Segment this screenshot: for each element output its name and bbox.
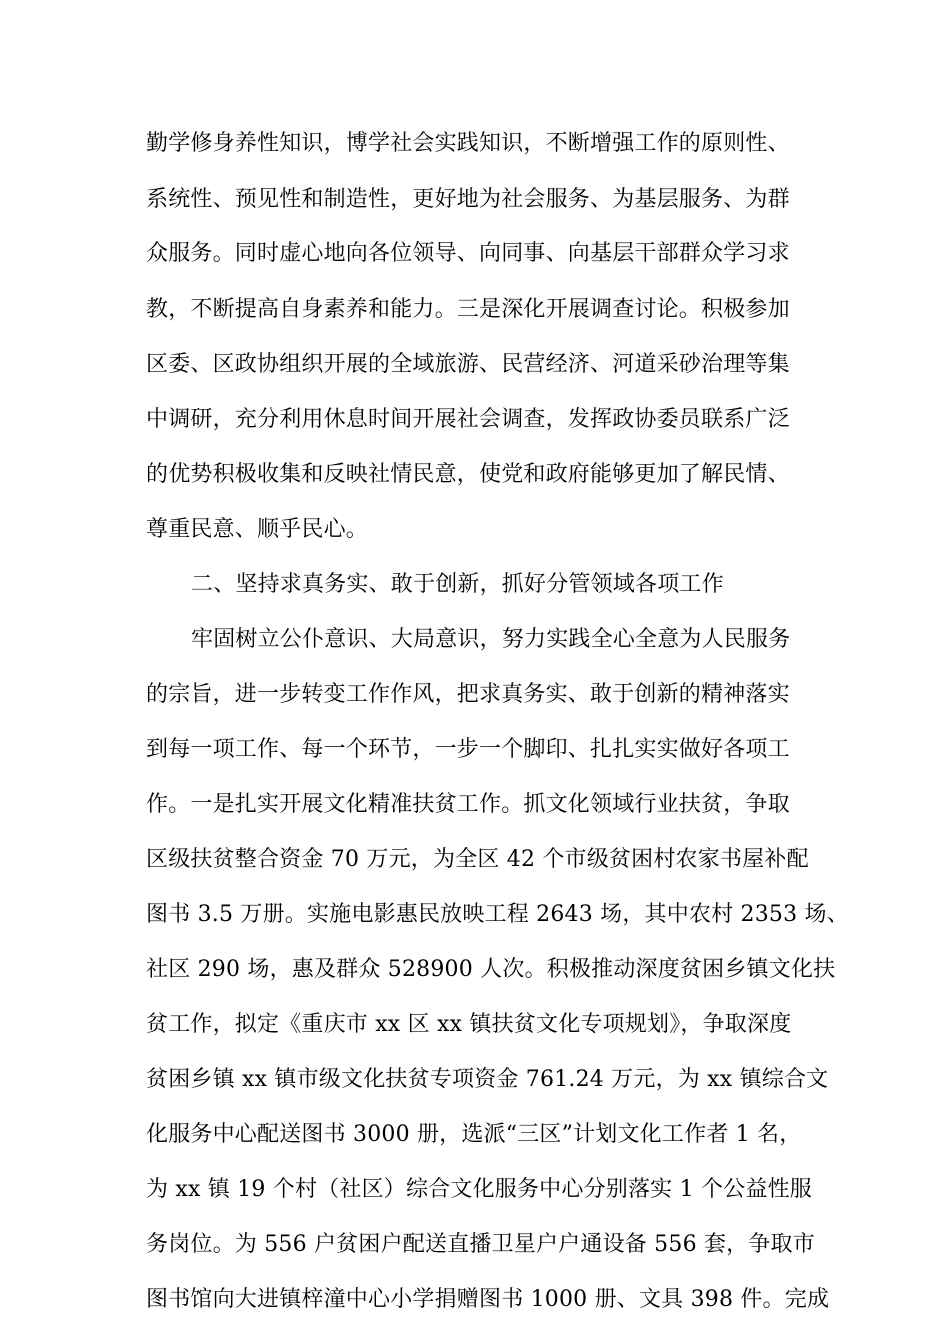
text-line-3: 众服务。同时虚心地向各位领导、向同事、向基层干部群众学习求: [146, 241, 790, 266]
text-line-14: 区级扶贫整合资金 70 万元，为全区 42 个市级贫困村农家书屋补配: [146, 847, 809, 872]
text-line-6: 中调研，充分利用休息时间开展社会调查，发挥政协委员联系广泛: [146, 407, 790, 432]
text-line-16: 社区 290 场，惠及群众 528900 人次。积极推动深度贫困乡镇文化扶: [146, 957, 836, 982]
text-line-17: 贫工作，拟定《重庆市 xx 区 xx 镇扶贫文化专项规划》，争取深度: [146, 1012, 792, 1037]
text-line-13: 作。一是扎实开展文化精准扶贫工作。抓文化领域行业扶贫，争取: [146, 792, 790, 817]
text-line-22: 图书馆向大进镇梓潼中心小学捐赠图书 1000 册、文具 398 件。完成: [146, 1287, 830, 1312]
text-line-20: 为 xx 镇 19 个村（社区）综合文化服务中心分别落实 1 个公益性服: [146, 1177, 812, 1202]
text-line-4: 教，不断提高自身素养和能力。三是深化开展调查讨论。积极参加: [146, 297, 790, 322]
text-line-8: 尊重民意、顺乎民心。: [146, 517, 369, 542]
text-line-10: 牢固树立公仆意识、大局意识，努力实践全心全意为人民服务: [191, 627, 791, 652]
text-line-15: 图书 3.5 万册。实施电影惠民放映工程 2643 场，其中农村 2353 场、: [146, 902, 849, 927]
text-line-18: 贫困乡镇 xx 镇市级文化扶贫专项资金 761.24 万元，为 xx 镇综合文: [146, 1067, 829, 1092]
text-line-1: 勤学修身养性知识，博学社会实践知识，不断增强工作的原则性、: [146, 131, 790, 156]
text-line-19: 化服务中心配送图书 3000 册，选派“三区”计划文化工作者 1 名，: [146, 1122, 802, 1147]
text-line-11: 的宗旨，进一步转变工作作风，把求真务实、敢于创新的精神落实: [146, 682, 790, 707]
text-line-21: 务岗位。为 556 户贫困户配送直播卫星户户通设备 556 套，争取市: [146, 1232, 815, 1257]
text-line-5: 区委、区政协组织开展的全域旅游、民营经济、河道采砂治理等集: [146, 352, 790, 377]
section-heading: 二、坚持求真务实、敢于创新，抓好分管领域各项工作: [191, 572, 724, 597]
text-line-2: 系统性、预见性和制造性，更好地为社会服务、为基层服务、为群: [146, 187, 790, 212]
text-line-7: 的优势积极收集和反映社情民意，使党和政府能够更加了解民情、: [146, 462, 790, 487]
text-line-12: 到每一项工作、每一个环节，一步一个脚印、扎扎实实做好各项工: [146, 737, 790, 762]
